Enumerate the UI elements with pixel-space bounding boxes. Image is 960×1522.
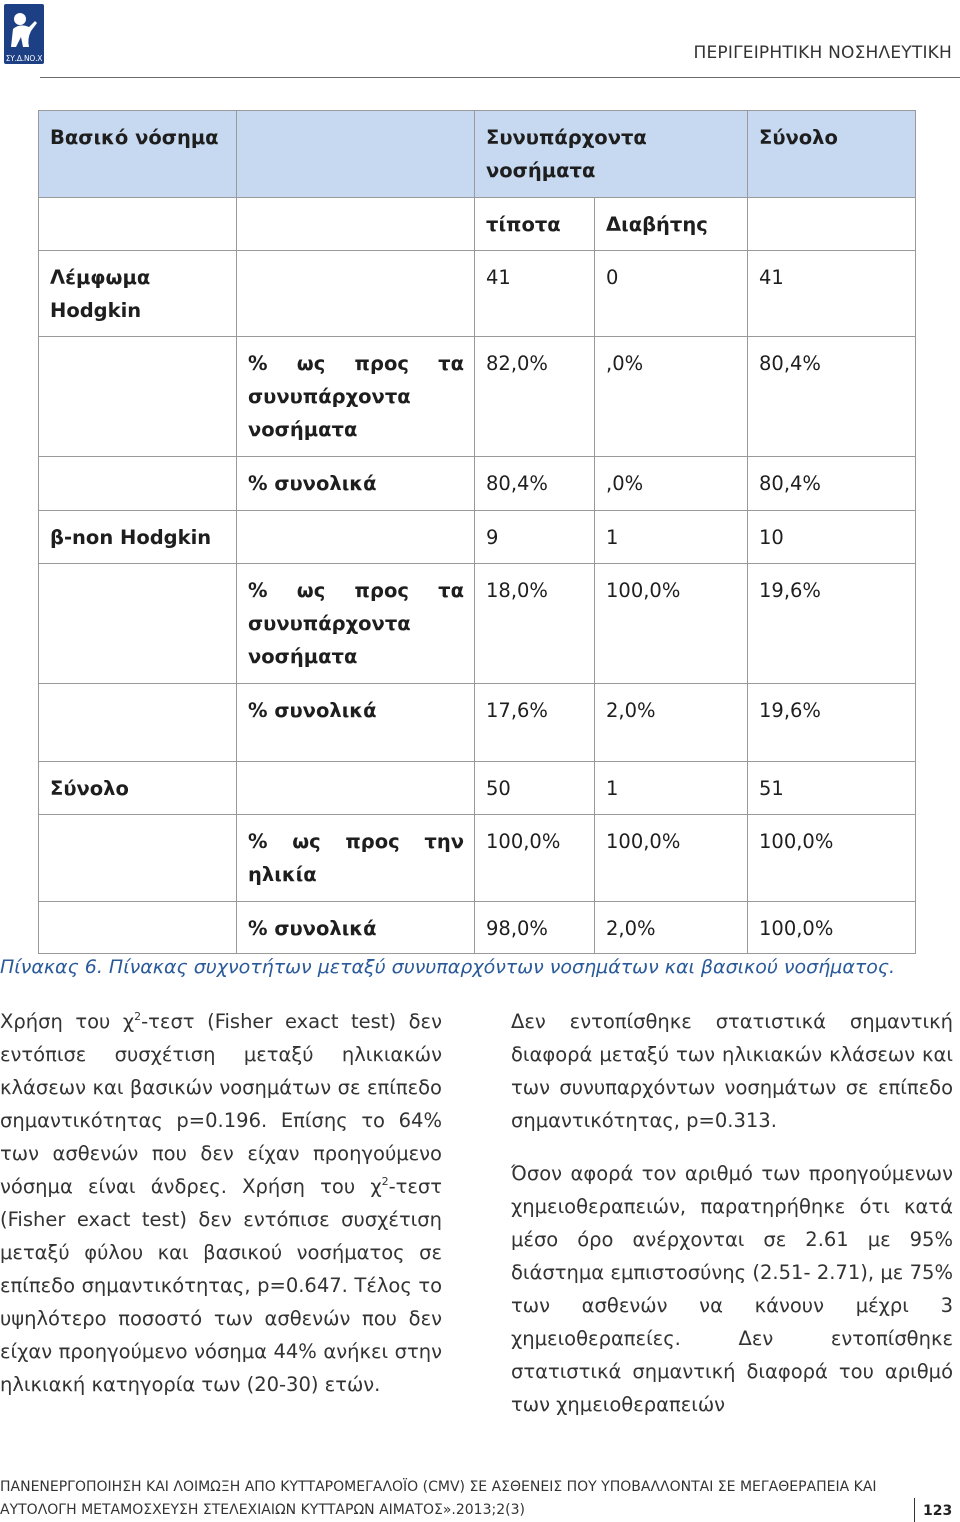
header-basic-disease: Βασικό νόσημα xyxy=(39,111,237,198)
running-head: ΠΕΡΙΓΕΙΡΗΤΙΚΗ ΝΟΣΗΛΕΥΤΙΚΗ xyxy=(693,43,952,63)
table-row xyxy=(39,337,916,457)
footer-line: ΠΑΝΕΝΕΡΓΟΠΟΙΗΣΗ ΚΑΙ ΛΟΙΜΩΞΗ ΑΠΟ ΚΥΤΤΑΡΟΜΕΓΑΛΟΪΟ (CMV) ΣΕ ΑΣΘΕΝΕΙΣ ΠΟΥ ΥΠΟΒΑΛΛΟΝΤΑΙ ΣΕ ΜΕΓΑΘΕΡΑΠΕΙΑ ΚΑΙ xyxy=(0,1479,877,1495)
table-cell: 2,0% xyxy=(595,684,748,762)
table-cell: 2,0% xyxy=(595,902,748,954)
table-cell: 19,6% xyxy=(748,684,916,762)
table-cell: 100,0% xyxy=(748,815,916,902)
logo-figure-icon xyxy=(7,7,41,51)
table-row xyxy=(39,251,916,337)
row-sublabel-total: % συνολικά xyxy=(237,684,475,762)
row-sublabel-total: % συνολικά xyxy=(237,457,475,511)
table-cell: ,0% xyxy=(595,337,748,457)
table-cell: 51 xyxy=(748,762,916,815)
row-label-total: Σύνολο xyxy=(39,762,237,815)
header-comorbid: Συνυπάρχοντα νοσήματα xyxy=(475,111,748,198)
journal-logo xyxy=(4,4,44,64)
table-row xyxy=(39,564,916,684)
table-cell: 9 xyxy=(475,511,595,564)
header-empty xyxy=(237,111,475,198)
table-cell: 1 xyxy=(595,511,748,564)
table-cell: 50 xyxy=(475,762,595,815)
table-row xyxy=(39,815,916,902)
row-sublabel-pct: % ως προς τα συνυπάρχοντα νοσήματα xyxy=(237,564,475,684)
table-cell: 0 xyxy=(595,251,748,337)
header-total: Σύνολο xyxy=(748,111,916,198)
table-caption: Πίνακας 6. Πίνακας συχνοτήτων μεταξύ συνυπαρχόντων νοσημάτων και βασικού νοσήματος. xyxy=(0,956,896,978)
row-sublabel-total: % συνολικά xyxy=(237,902,475,954)
body-column-left xyxy=(0,1005,442,1401)
body-column-right xyxy=(511,1005,953,1421)
page-number: 123 xyxy=(914,1498,960,1522)
row-sublabel-pct-age: % ως προς την ηλικία xyxy=(237,815,475,902)
row-label-hodgkin: Λέμφωμα Hodgkin xyxy=(39,251,237,337)
table-row xyxy=(39,762,916,815)
table-cell: 1 xyxy=(595,762,748,815)
body-paragraph: Χρήση του $\chi^2$-τεστ (Fisher exact test) δεν εντόπισε συσχέτιση μεταξύ ηλικιακών κλάσεων και βασικών νοσημάτων σε επίπεδο σημαντικότητας p=0.196. Επίσης το 64% των ασθενών που δεν είχαν προηγούμενο νόσημα είναι άνδρες. Χρήση του $\chi^2$-τεστ (Fisher exact test) δεν εντόπισε συσχέτιση μεταξύ φύλου και βασικού νοσήματος σε επίπεδο σημαντικότητας, p=0.647. Τέλος το υψηλότερο ποσοστό των ασθενών που δεν είχαν προηγούμενο νόσημα 44% ανήκει στην ηλικιακή κατηγορία των (20-30) ετών. xyxy=(0,1009,442,1396)
table-row xyxy=(39,457,916,511)
table-cell: 80,4% xyxy=(748,457,916,511)
row-label-non-hodgkin: β-non Hodgkin xyxy=(39,511,237,564)
table-cell: 18,0% xyxy=(475,564,595,684)
table-cell: 82,0% xyxy=(475,337,595,457)
table-cell: 100,0% xyxy=(475,815,595,902)
footer-citation xyxy=(0,1476,900,1522)
table-cell: 19,6% xyxy=(748,564,916,684)
subheader-diabetes: Διαβήτης xyxy=(595,198,748,251)
table-row xyxy=(39,511,916,564)
logo-text: ΣΥ.Δ.ΝΟ.Χ xyxy=(5,54,43,63)
table-cell: 17,6% xyxy=(475,684,595,762)
table-cell: 100,0% xyxy=(595,815,748,902)
table-cell: 100,0% xyxy=(748,902,916,954)
table-cell: 98,0% xyxy=(475,902,595,954)
table-header-row xyxy=(39,111,916,198)
row-sublabel-pct: % ως προς τα συνυπάρχοντα νοσήματα xyxy=(237,337,475,457)
table-row xyxy=(39,902,916,954)
table-cell: 41 xyxy=(748,251,916,337)
header-divider xyxy=(40,77,960,78)
table-cell: 41 xyxy=(475,251,595,337)
subheader-none: τίποτα xyxy=(475,198,595,251)
table-cell: ,0% xyxy=(595,457,748,511)
footer-line: ΑΥΤΟΛΟΓΗ ΜΕΤΑΜΟΣΧΕΥΣΗ ΣΤΕΛΕΧΙΑΙΩΝ ΚΥΤΤΑΡΩΝ ΑΙΜΑΤΟΣ».2013;2(3) xyxy=(0,1502,525,1518)
table-cell: 10 xyxy=(748,511,916,564)
table-row xyxy=(39,684,916,762)
table-cell: 100,0% xyxy=(595,564,748,684)
table-cell: 80,4% xyxy=(475,457,595,511)
body-paragraph: Δεν εντοπίσθηκε στατιστικά σημαντική διαφορά μεταξύ των ηλικιακών κλάσεων και των συνυπαρχόντων νοσημάτων σε επίπεδο σημαντικότητας, p=0.313. xyxy=(511,1010,953,1132)
table-cell: 80,4% xyxy=(748,337,916,457)
frequency-table xyxy=(38,110,916,954)
table-subheader-row xyxy=(39,198,916,251)
body-paragraph: Όσον αφορά τον αριθμό των προηγούμενων χημειοθεραπειών, παρατηρήθηκε ότι κατά μέσο όρο ανέρχονται σε 2.61 με 95% διάστημα εμπιστοσύνης (2.51- 2.71), με 75% των ασθενών να κάνουν μέχρι 3 χημειοθεραπείες. Δεν εντοπίσθηκε στατιστικά σημαντική διαφορά του αριθμό των χημειοθεραπειών xyxy=(511,1162,953,1416)
